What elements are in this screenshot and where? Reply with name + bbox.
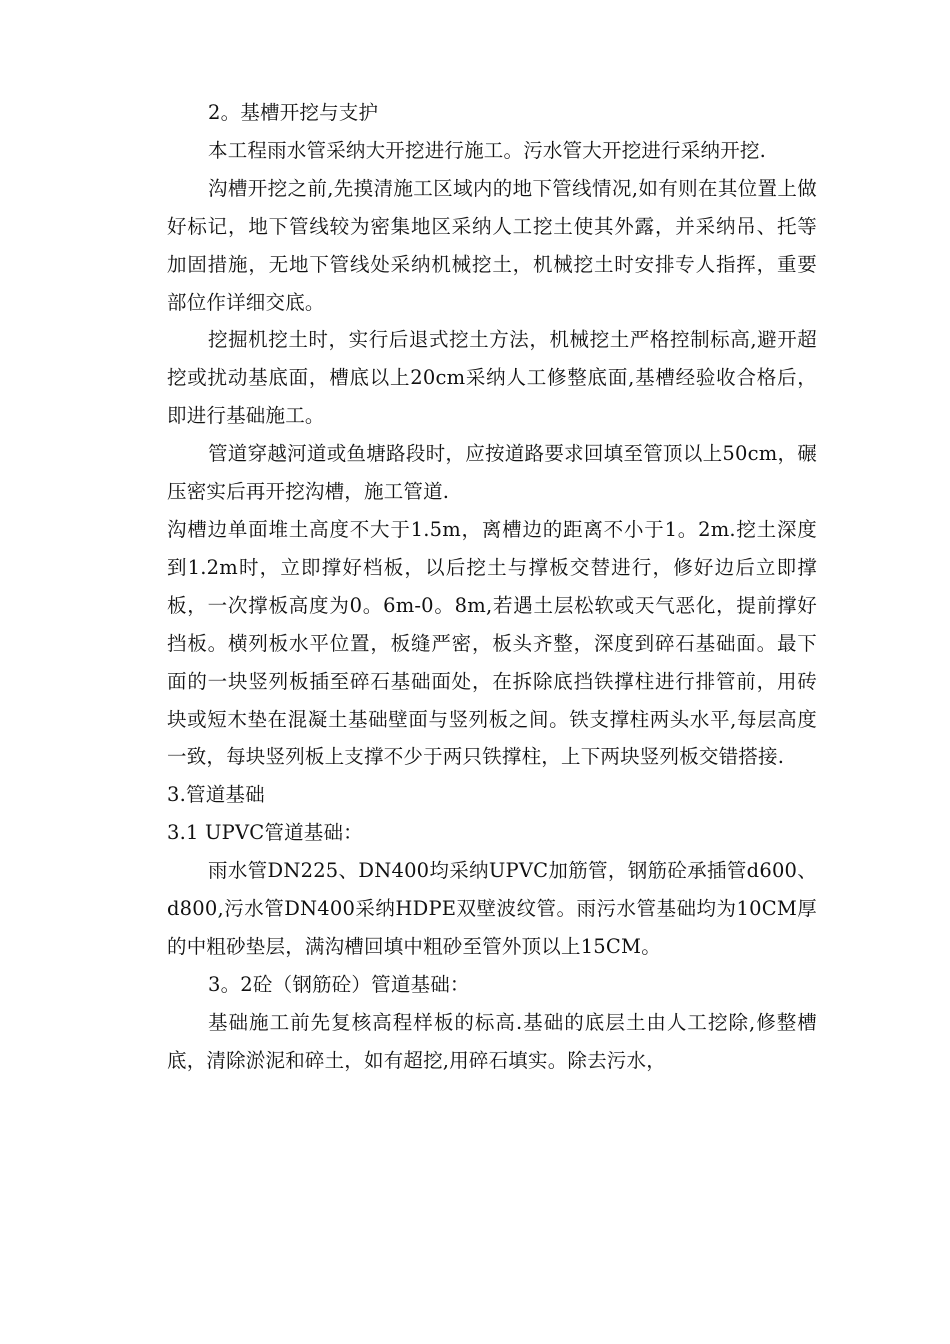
heading-pipe-foundation: 3.管道基础 bbox=[167, 783, 265, 807]
heading-upvc-foundation: 3.1 UPVC管道基础： bbox=[167, 821, 363, 845]
paragraph-foundation-construction: 基础施工前先复核高程样板的标高.基础的底层土由人工挖除,修整槽底，清除淤泥和碎土，如有超挖,用碎石填实。除去污水， bbox=[167, 1010, 817, 1072]
paragraph-pipeline-survey: 沟槽开挖之前,先摸清施工区域内的地下管线情况,如有则在其位置上做好标记，地下管线较为密集地区采纳人工挖土使其外露，并采纳吊、托等加固措施，无地下管线处采纳机械挖土，机械挖土时安排专人指挥，重要部位作详细交底。 bbox=[167, 176, 817, 314]
paragraph-river-crossing: 管道穿越河道或鱼塘路段时，应按道路要求回填至管顶以上50cm，碾压密实后再开挖沟槽，施工管道. bbox=[167, 442, 817, 504]
document-body bbox=[167, 94, 817, 1080]
paragraph-upvc-details: 雨水管DN225、DN400均采纳UPVC加筋管，钢筋砼承插管d600、d800,污水管DN400采纳HDPE双壁波纹管。雨污水管基础均为10CM厚的中粗砂垫层，满沟槽回填中粗砂至管外顶以上15CM。 bbox=[167, 859, 817, 958]
paragraph-shoring-boards: 沟槽边单面堆土高度不大于1.5m，离槽边的距离不小于1。2m.挖土深度到1.2m时，立即撑好档板，以后挖土与撑板交替进行，修好边后立即撑板，一次撑板高度为0。6m-0。8m,若遇土层松软或天气恶化，提前撑好挡板。横列板水平位置，板缝严密，板头齐整，深度到碎石基础面。最下面的一块竖列板插至碎石基础面处，在拆除底挡铁撑柱进行排管前，用砖块或短木垫在混凝土基础壁面与竖列板之间。铁支撑柱两头水平,每层高度一致，每块竖列板上支撑不少于两只铁撑柱，上下两块竖列板交错搭接. bbox=[167, 517, 817, 769]
heading-trench-excavation: 2。基槽开挖与支护 bbox=[208, 101, 379, 124]
heading-concrete-foundation: 3。2砼（钢筋砼）管道基础： bbox=[208, 972, 470, 996]
paragraph-excavator-digging: 挖掘机挖土时，实行后退式挖土方法，机械挖土严格控制标高,避开超挖或扰动基底面，槽底以上20cm采纳人工修整底面,基槽经验收合格后，即进行基础施工。 bbox=[167, 328, 817, 428]
paragraph-excavation-method: 本工程雨水管采纳大开挖进行施工。污水管大开挖进行采纳开挖. bbox=[208, 138, 766, 162]
